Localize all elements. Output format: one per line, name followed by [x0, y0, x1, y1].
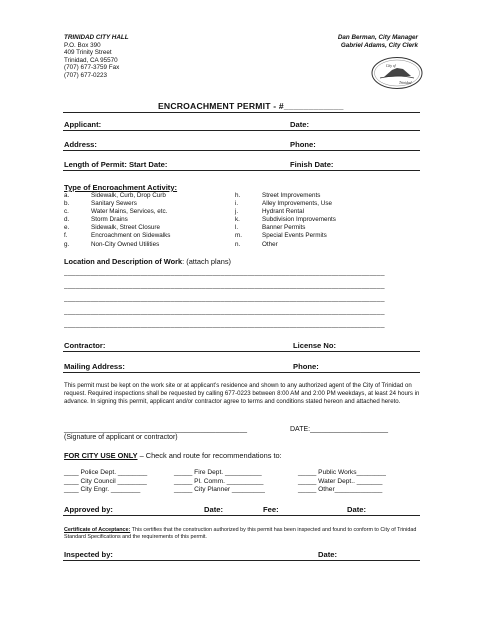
field-line	[63, 170, 420, 171]
contractor-label: Contractor:	[64, 341, 106, 350]
route-other[interactable]: _____ Other_____________	[298, 486, 383, 494]
list-item: a. Sidewalk, Curb, Drop Curb	[64, 192, 166, 199]
divider	[63, 112, 420, 113]
permit-notice: This permit must be kept on the work site or at applicant’s residence and shown to any authorized agent of the City of Trinidad on request. Required inspections shall be requested by calling 677-0223 between 8:00 AM and 2:00 PM weekdays, at least 24 hours in advance. In signing this permit, applicant and/or contractor agree to terms and conditions stated hereon and attached hereto.	[64, 382, 420, 406]
route-city-planner[interactable]: _____ City Planner _________	[174, 486, 265, 494]
list-item: m. Special Events Permits	[235, 232, 327, 240]
route-column-1	[64, 469, 147, 495]
field-line	[63, 515, 420, 516]
list-item: c. Water Mains, Services, etc.	[64, 208, 168, 216]
field-line	[63, 351, 420, 352]
address-line: 409 Trinity Street	[64, 49, 112, 57]
finish-date-label: Finish Date:	[290, 160, 334, 169]
description-line[interactable]: ____________________________________________________________________________________	[64, 282, 385, 289]
route-police[interactable]: ____ Police Dept. ________	[64, 469, 148, 476]
type-heading: Type of Encroachment Activity:	[64, 183, 178, 192]
list-item: f. Encroachment on Sidewalks	[64, 232, 171, 240]
address-line: (707) 677-0223	[64, 71, 108, 79]
permit-title: ENCROACHMENT PERMIT - #____________	[158, 101, 344, 111]
list-item: k. Subdivision Improvements	[235, 216, 336, 224]
description-line[interactable]: ____________________________________________________________________________________	[64, 321, 385, 328]
description-line[interactable]: ____________________________________________________________________________________	[64, 308, 385, 315]
fee-date-label: Date:	[347, 505, 366, 514]
phone-label: Phone:	[290, 140, 316, 149]
route-city-engr[interactable]: ____ City Engr. ________	[64, 486, 141, 494]
city-hall-address	[64, 34, 129, 80]
list-item: h. Street Improvements	[235, 192, 321, 199]
list-item: e. Sidewalk, Street Closure	[64, 224, 160, 232]
signature-line[interactable]: _______________________________________________	[64, 426, 247, 433]
list-item: l. Banner Permits	[235, 224, 306, 232]
fee-label: Fee:	[263, 505, 279, 514]
address-label: Address:	[64, 140, 97, 149]
license-no-label: License No:	[293, 341, 337, 350]
mailing-address-label: Mailing Address:	[64, 362, 125, 371]
address-line: Trinidad, CA 95570	[64, 56, 118, 64]
route-column-2	[174, 469, 265, 495]
city-use-heading: FOR CITY USE ONLY – Check and route for recommendations to:	[64, 451, 282, 460]
list-item: i. Alley Improvements, Use	[235, 200, 332, 208]
city-hall-name: TRINIDAD CITY HALL	[64, 34, 129, 41]
route-pl-comm[interactable]: _____ Pl. Comm. __________	[174, 477, 264, 485]
list-item: d. Storm Drains	[64, 216, 128, 224]
city-seal-logo	[370, 56, 424, 90]
length-of-permit-label: Length of Permit: Start Date:	[64, 160, 168, 169]
field-line	[63, 150, 420, 151]
city-clerk: Gabriel Adams, City Clerk	[340, 41, 418, 49]
phone-label-2: Phone:	[293, 362, 319, 371]
certificate-of-acceptance: Certificate of Acceptance: This certifies that the construction authorized by this permit has been inspected and found to conform to City of Trinidad Standard Specifications and the requirements of this permit.	[64, 527, 417, 540]
field-line	[63, 130, 420, 131]
city-manager: Dan Berman, City Manager	[337, 34, 418, 41]
address-line: P.O. Box 390	[64, 41, 101, 49]
types-right-list	[235, 192, 336, 249]
signature-label: (Signature of applicant or contractor)	[64, 434, 178, 441]
description-line[interactable]: ____________________________________________________________________________________	[64, 269, 385, 276]
approved-by-label: Approved by:	[64, 505, 113, 514]
location-label: Location and Description of Work: (attach plans)	[64, 257, 232, 266]
field-line	[63, 560, 420, 561]
list-item: j. Hydrant Rental	[235, 208, 304, 216]
list-item: b. Sanitary Sewers	[64, 200, 137, 208]
route-fire-dept[interactable]: _____ Fire Dept. __________	[174, 469, 262, 476]
applicant-label: Applicant:	[64, 120, 102, 129]
inspected-by-label: Inspected by:	[64, 550, 113, 559]
route-column-3	[298, 469, 386, 495]
description-line[interactable]: ____________________________________________________________________________________	[64, 295, 385, 302]
signature-date[interactable]: DATE:____________________	[290, 426, 388, 433]
approved-date-label: Date:	[204, 505, 223, 514]
field-line	[63, 372, 420, 373]
svg-text:City of: City of	[386, 64, 396, 68]
city-officials	[338, 34, 418, 49]
list-item: n. Other	[235, 240, 278, 248]
inspected-date-label: Date:	[318, 550, 337, 559]
svg-text:Trinidad: Trinidad	[399, 81, 412, 85]
route-public-works[interactable]: _____ Public Works________	[298, 469, 386, 476]
route-water-dept[interactable]: _____ Water Dept.. _______	[298, 477, 383, 485]
route-city-council[interactable]: ____ City Council ________	[64, 477, 147, 485]
list-item: g. Non-City Owned Utilities	[64, 240, 160, 248]
date-label: Date:	[290, 120, 309, 129]
types-left-list	[64, 192, 170, 249]
address-line: (707) 677-3759 Fax	[64, 64, 120, 72]
